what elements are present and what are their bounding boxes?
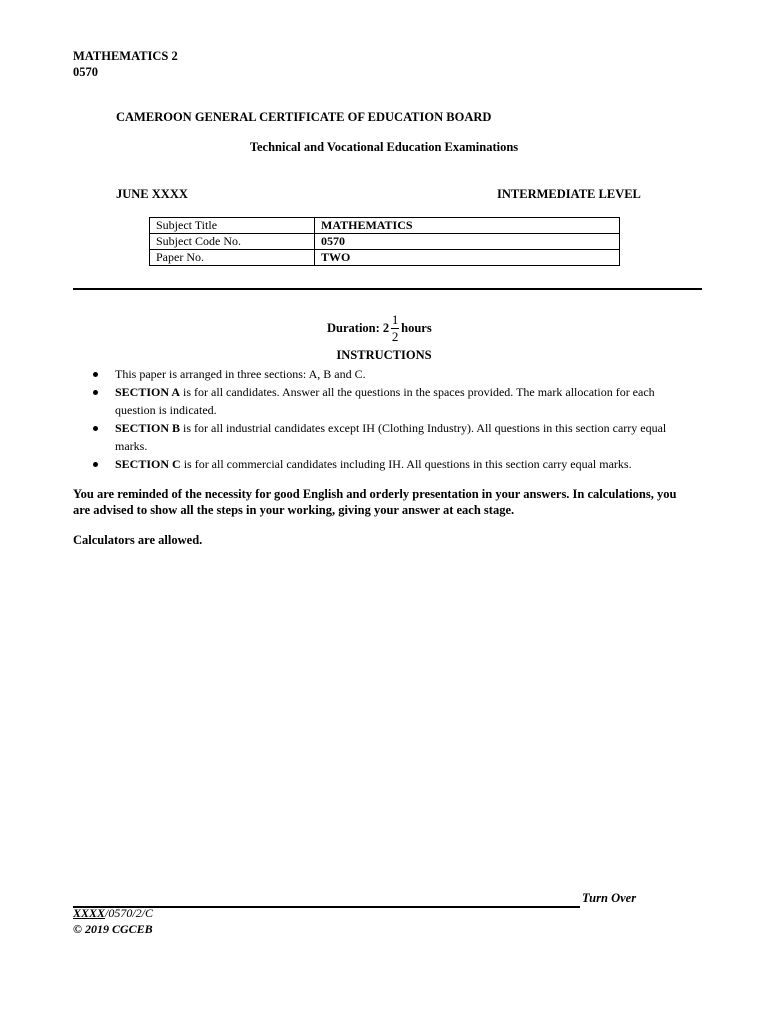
copyright: © 2019 CGCEB xyxy=(73,922,153,936)
instructions-list xyxy=(88,365,688,473)
subject-code: 0570 xyxy=(73,65,98,79)
exam-level: INTERMEDIATE LEVEL xyxy=(497,187,641,201)
subject-header xyxy=(73,48,178,80)
instruction-section: SECTION B xyxy=(115,421,181,435)
table-value: TWO xyxy=(315,250,620,266)
board-name: CAMEROON GENERAL CERTIFICATE OF EDUCATION BOARD xyxy=(116,110,492,124)
table-label: Subject Title xyxy=(150,218,315,234)
list-item xyxy=(88,455,688,473)
duration-fraction xyxy=(391,313,399,344)
table-row xyxy=(150,218,620,234)
instructions-title: INSTRUCTIONS xyxy=(336,348,432,362)
duration-label: Duration: xyxy=(327,320,380,335)
instruction-section: SECTION C xyxy=(115,457,181,471)
duration-unit: hours xyxy=(401,320,432,335)
turn-over-label: Turn Over xyxy=(582,891,637,905)
reminder-paragraph: You are reminded of the necessity for good English and orderly presentation in your answers. In calculations, you are advised to show all the steps in your working, giving your answer at each stage. xyxy=(73,487,677,517)
table-label: Paper No. xyxy=(150,250,315,266)
duration xyxy=(327,308,432,348)
instruction-text: is for all commercial candidates including IH. All questions in this section carry equal marks. xyxy=(180,457,632,471)
instruction-section: SECTION A xyxy=(115,385,181,399)
bullet-icon xyxy=(93,426,98,431)
bullet-icon xyxy=(93,372,98,377)
calculators-note: Calculators are allowed. xyxy=(73,533,203,547)
instruction-text: This paper is arranged in three sections: A, B and C. xyxy=(115,367,366,381)
table-row xyxy=(150,234,620,250)
list-item xyxy=(88,383,688,419)
table-label: Subject Code No. xyxy=(150,234,315,250)
table-value: 0570 xyxy=(315,234,620,250)
bullet-icon xyxy=(93,462,98,467)
subject-info-table xyxy=(149,217,620,266)
bullet-icon xyxy=(93,390,98,395)
instruction-text: is for all industrial candidates except IH (Clothing Industry). All questions in this section carry equal marks. xyxy=(115,421,667,453)
subject-name: MATHEMATICS 2 xyxy=(73,49,178,63)
paper-code-suffix: /0570/2/C xyxy=(105,906,154,920)
paper-code-year: XXXX xyxy=(73,906,106,920)
exam-session: JUNE XXXX xyxy=(116,187,188,201)
fraction-numerator: 1 xyxy=(391,311,399,327)
divider xyxy=(73,288,702,290)
instruction-text: is for all candidates. Answer all the questions in the spaces provided. The mark allocation for each question is indicated. xyxy=(115,385,655,417)
table-row xyxy=(150,250,620,266)
list-item xyxy=(88,365,688,383)
paper-code xyxy=(73,906,153,921)
fraction-denominator: 2 xyxy=(391,328,399,344)
list-item xyxy=(88,419,688,455)
duration-whole: 2 xyxy=(382,320,390,335)
exam-type: Technical and Vocational Education Examinations xyxy=(249,140,519,154)
table-value: MATHEMATICS xyxy=(315,218,620,234)
